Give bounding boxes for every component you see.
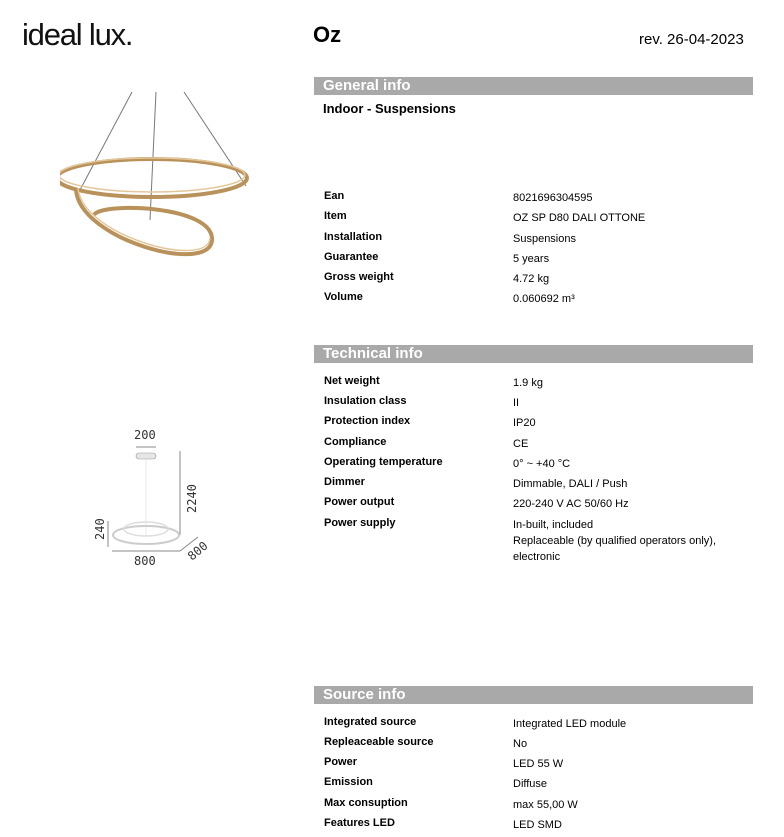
dim-depth: 800 (184, 538, 211, 564)
product-category: Indoor - Suspensions (323, 101, 456, 116)
dim-ring-height: 240 (93, 518, 107, 540)
product-title: Oz (313, 22, 342, 47)
dim-canopy: 200 (134, 428, 156, 442)
source-info-heading: Source info (314, 686, 753, 704)
revision-date: rev. 26-04-2023 (639, 31, 744, 48)
product-image (60, 90, 260, 275)
dimension-drawing (86, 425, 226, 573)
dim-height: 2240 (185, 484, 199, 513)
brand-logo: ideal lux. (22, 17, 133, 52)
dim-width: 800 (134, 554, 156, 568)
technical-info-heading: Technical info (314, 345, 753, 363)
general-info-heading: General info (314, 77, 753, 95)
